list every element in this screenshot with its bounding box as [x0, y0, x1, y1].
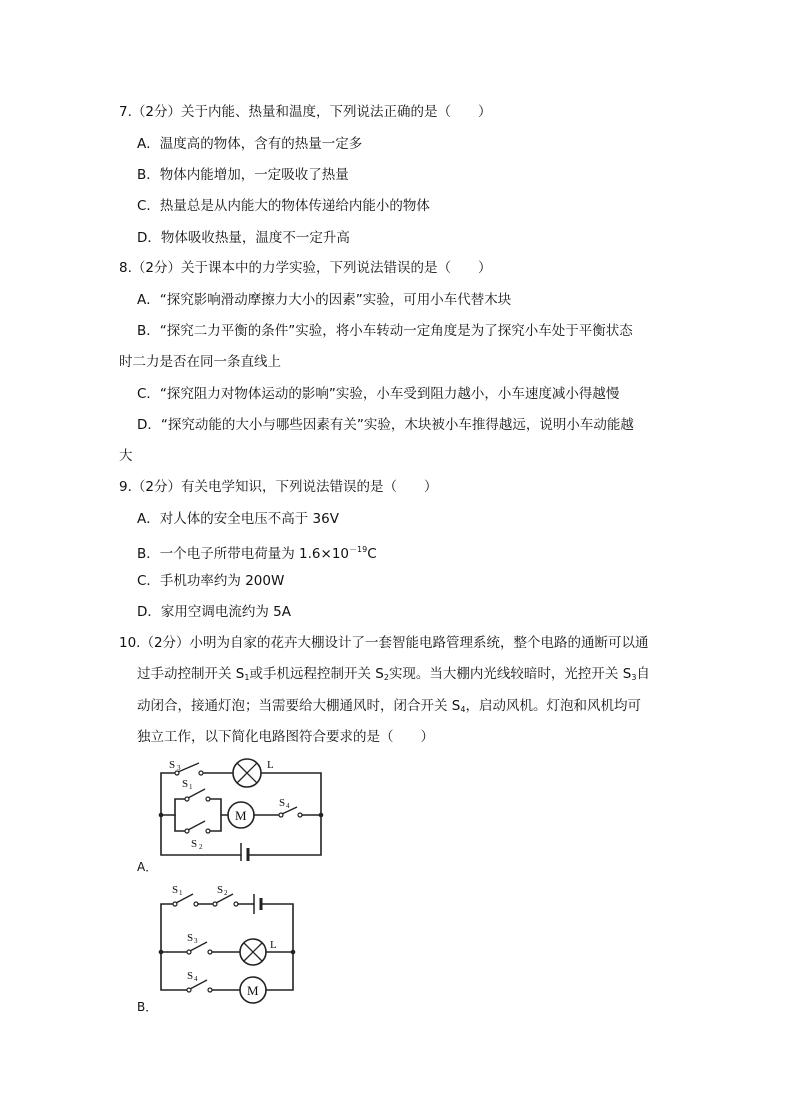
q9-option-b: B．一个电子所带电荷量为 $1.6\times 10^{-19}C$	[137, 545, 377, 562]
switch-s3-blade	[178, 763, 199, 772]
motor-b-icon	[240, 977, 266, 1003]
q9-option-a: A．对人体的安全电压不高于 36V	[137, 511, 339, 527]
label-s1-sub: 1	[189, 783, 193, 791]
motor-label: M	[235, 808, 247, 823]
q9-option-c: C．手机功率约为 200W	[137, 573, 285, 589]
label-s4: S	[279, 797, 286, 809]
q10-option-b-label: B．	[137, 1000, 158, 1014]
q7-option-c: C．热量总是从内能大的物体传递给内能小的物体	[137, 198, 430, 214]
q8-option-b: B．“探究二力平衡的条件”实验，将小车转动一定角度是为了探究小车处于平衡状态	[137, 323, 633, 339]
motor-b-label: M	[247, 983, 259, 998]
q7-option-a: A．温度高的物体，含有的热量一定多	[137, 136, 363, 152]
label-s3-sub: 3	[177, 764, 181, 772]
label-s4-b-sub: 4	[194, 975, 198, 983]
q10-option-a-label: A．	[137, 860, 158, 874]
q10-stem-line1: 10.（2分）小明为自家的花卉大棚设计了一套智能电路管理系统，整个电路的通断可以通	[119, 635, 649, 651]
q9-option-d: D．家用空调电流约为 5A	[137, 604, 292, 620]
q10-stem-line4: 独立工作，以下简化电路图符合要求的是（ ）	[137, 729, 434, 745]
lamp-icon	[233, 759, 261, 787]
q8-option-b-cont: 时二力是否在同一条直线上	[119, 354, 281, 370]
label-s1-b-sub: 1	[179, 889, 183, 897]
battery-icon	[241, 843, 248, 861]
q8-option-c: C．“探究阻力对物体运动的影响”实验，小车受到阻力越小，小车速度减小得越慢	[137, 386, 620, 402]
label-s3-b-sub: 3	[194, 937, 198, 945]
q7-stem: 7.（2分）关于内能、热量和温度，下列说法正确的是（ ）	[119, 104, 492, 120]
motor-icon	[228, 802, 254, 828]
label-s2-sub: 2	[199, 843, 203, 851]
q10-stem-line3: 动闭合，接通灯泡；当需要给大棚通风时，闭合开关 $S_4$，启动风机。灯泡和风机均可	[137, 698, 641, 714]
label-s2-b: S	[217, 884, 224, 896]
label-s2: S	[191, 838, 198, 850]
switch-s2-blade	[188, 821, 205, 830]
label-s1-b: S	[172, 884, 179, 896]
circuit-diagram-a	[155, 755, 330, 863]
q8-option-a: A．“探究影响滑动摩擦力大小的因素”实验，可用小车代替木块	[137, 292, 512, 308]
q8-option-d: D．“探究动能的大小与哪些因素有关”实验，木块被小车推得越远，说明小车动能越	[137, 417, 634, 433]
q9-stem: 9.（2分）有关电学知识，下列说法错误的是（ ）	[119, 479, 438, 495]
q10-stem-line2: 过手动控制开关 $S_1$或手机远程控制开关 $S_2$实现。当大棚内光线较暗时，光控开关 $S_3$自	[137, 666, 650, 682]
q8-option-d-cont: 大	[119, 448, 133, 464]
label-s1: S	[182, 778, 189, 790]
label-s3: S	[169, 759, 176, 771]
lamp-b-icon	[240, 939, 266, 965]
battery-b-icon	[254, 894, 261, 914]
label-s3-b: S	[187, 932, 194, 944]
label-s4-b: S	[187, 970, 194, 982]
q8-stem: 8.（2分）关于课本中的力学实验，下列说法错误的是（ ）	[119, 260, 492, 276]
q7-option-b: B．物体内能增加，一定吸收了热量	[137, 167, 349, 183]
label-lamp: L	[267, 759, 274, 771]
label-s4-sub: 4	[286, 802, 290, 810]
q7-option-d: D．物体吸收热量，温度不一定升高	[137, 230, 350, 246]
circuit-diagram-b	[155, 880, 305, 1005]
label-s2-b-sub: 2	[224, 889, 228, 897]
label-lamp-b: L	[270, 939, 277, 951]
